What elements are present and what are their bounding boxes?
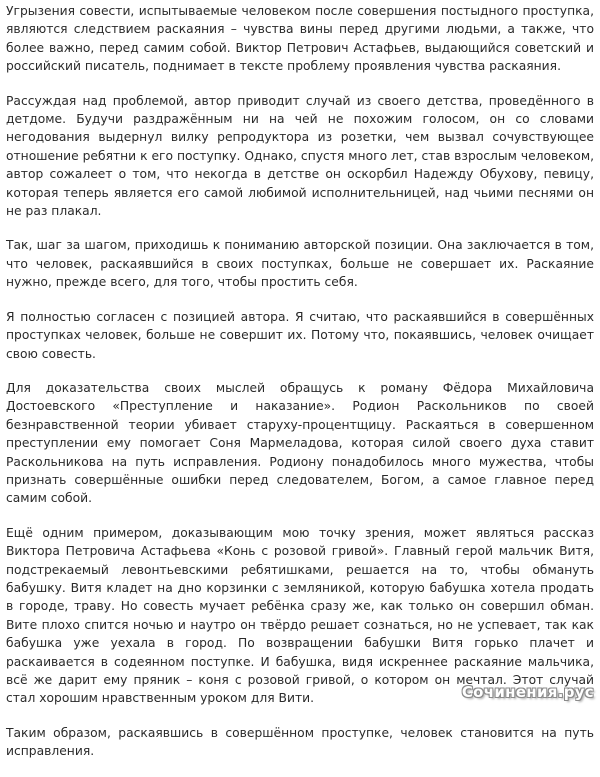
paragraph-6: Ещё одним примером, доказывающим мою точку зрения, может являться рассказ Виктора Петровича Астафьева «Конь с розовой гривой». Главный герой мальчик Витя, подстрекаемый левонтьевскими ребятишками, решается на то, чтобы обмануть бабушку. Витя кладет на дно корзинки с земляникой, которую бабушка хотела продать в городе, траву. Но совесть мучает ребёнка сразу же, как только он совершил обман. Вите плохо спится ночью и наутро он твёрдо решает сознаться, но не успевает, так как бабушка уже уехала в город. По возвращении бабушки Витя горько плачет и раскаивается в содеянном поступке. И бабушка, видя искреннее раскаяние мальчика, всё же дарит ему пряник – коня с розовой гривой, о котором он мечтал. Этот случай стал хорошим нравственным уроком для Вити. — [6, 525, 594, 706]
site-watermark: Сочинения.рус — [461, 683, 594, 701]
essay-text — [6, 2, 594, 777]
paragraph-2: Рассуждая над проблемой, автор приводит случай из своего детства, проведённого в детдоме. Будучи раздражённым ни на чей не похожим голосом, он со словами негодования выдернул вилку репродуктора из розетки, чем вызвал сочувствующее отношение ребятни к его поступку. Однако, спустя много лет, став взрослым человеком, автор сожалеет о том, что некогда в детстве он оскорбил Надежду Обухову, певицу, которая теперь является его самой любимой исполнительницей, над чьими песнями он не раз плакал. — [6, 93, 594, 219]
paragraph-1: Угрызения совести, испытываемые человеком после совершения постыдного проступка, являются следствием раскаяния – чувства вины перед другими людьми, а также, что более важно, перед самим собой. Виктор Петрович Астафьев, выдающийся советский и российский писатель, поднимает в тексте проблему проявления чувства раскаяния. — [6, 4, 594, 74]
paragraph-3: Так, шаг за шагом, приходишь к пониманию авторской позиции. Она заключается в том, что человек, раскаявшийся в своих поступках, больше не совершает их. Раскаяние нужно, прежде всего, для того, чтобы простить себя. — [6, 238, 594, 290]
paragraph-4: Я полностью согласен с позицией автора. Я считаю, что раскаявшийся в совершённых проступках человек, больше не совершит их. Потому что, покаявшись, человек очищает свою совесть. — [6, 309, 594, 361]
paragraph-7: Таким образом, раскаявшись в совершённом проступке, человек становится на путь исправления. — [6, 725, 594, 759]
paragraph-5: Для доказательства своих мыслей обращусь к роману Фёдора Михайловича Достоевского «Преступление и наказание». Родион Раскольников по своей безнравственной теории убивает старуху-процентщицу. Раскаяться в совершенном преступлении ему помогает Соня Мармеладова, которая силой своего духа ставит Раскольникова на путь исправления. Родиону понадобилось много мужества, чтобы признать совершённые ошибки перед следователем, Богом, а самое главное перед самим собой. — [6, 380, 594, 506]
